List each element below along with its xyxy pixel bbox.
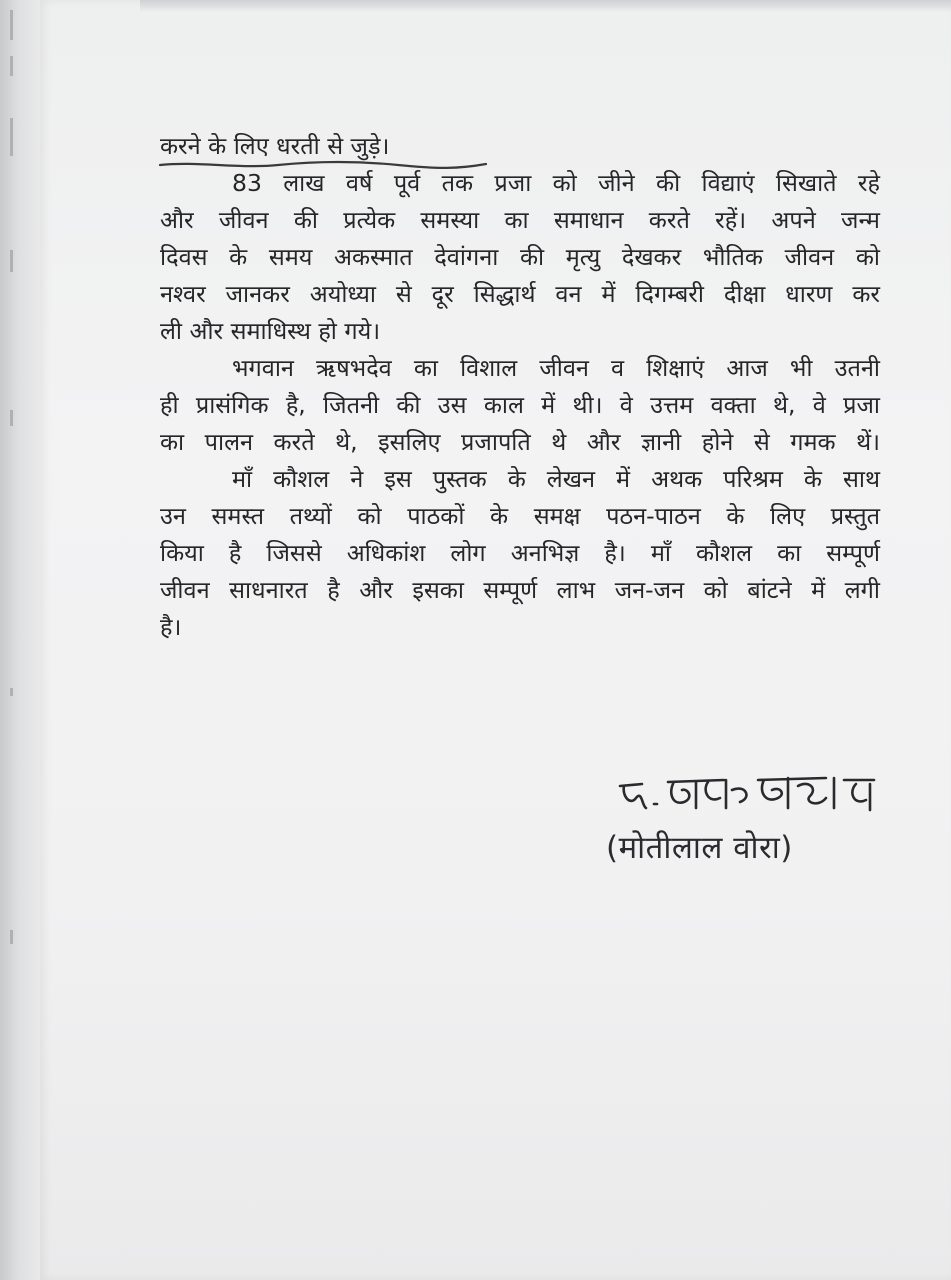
text-line: जीवन साधनारत है और इसका सम्पूर्ण लाभ जन-जन को बांटने में लगी: [160, 576, 880, 604]
text-line: भगवान ऋषभदेव का विशाल जीवन व शिक्षाएं आज भी उतनी: [232, 354, 880, 382]
binding-mark: [10, 688, 13, 696]
text-line: ही प्रासंगिक है, जितनी की उस काल में थी। वे उत्तम वक्ता थे, वे प्रजा: [160, 391, 880, 419]
binding-mark: [10, 930, 13, 944]
text-line: दिवस के समय अकस्मात देवांगना की मृत्यु देखकर भौतिक जीवन को: [160, 243, 880, 271]
letter-body: [160, 128, 880, 646]
text-line: ली और समाधिस्थ हो गये।: [160, 317, 381, 345]
binding-mark: [10, 410, 13, 426]
text-line: 83 लाख वर्ष पूर्व तक प्रजा को जीने की विद्याएं सिखाते रहे: [232, 169, 880, 197]
handwritten-signature: [612, 768, 882, 828]
binding-mark: [10, 250, 13, 272]
binding-mark: [10, 118, 13, 156]
page-top-shadow: [140, 0, 951, 12]
binding-mark: [10, 56, 13, 76]
signer-name: (मोतीलाल वोरा): [606, 830, 793, 866]
binding-mark: [10, 10, 13, 40]
text-line: किया है जिससे अधिकांश लोग अनभिज्ञ है। माँ कौशल का सम्पूर्ण: [160, 539, 880, 567]
text-line: है।: [160, 613, 182, 641]
text-line: करने के लिए धरती से जुड़े।: [160, 132, 390, 160]
page-binding: [0, 0, 40, 1280]
text-line: नश्वर जानकर अयोध्या से दूर सिद्धार्थ वन में दिगम्बरी दीक्षा धारण कर: [160, 280, 880, 308]
text-line: का पालन करते थे, इसलिए प्रजापति थे और ज्ञानी होने से गमक थें।: [160, 428, 880, 456]
text-line: माँ कौशल ने इस पुस्तक के लेखन में अथक परिश्रम के साथ: [232, 465, 880, 493]
text-line: और जीवन की प्रत्येक समस्या का समाधान करते रहें। अपने जन्म: [160, 206, 880, 234]
text-line: उन समस्त तथ्यों को पाठकों के समक्ष पठन-पाठन के लिए प्रस्तुत: [160, 502, 880, 530]
